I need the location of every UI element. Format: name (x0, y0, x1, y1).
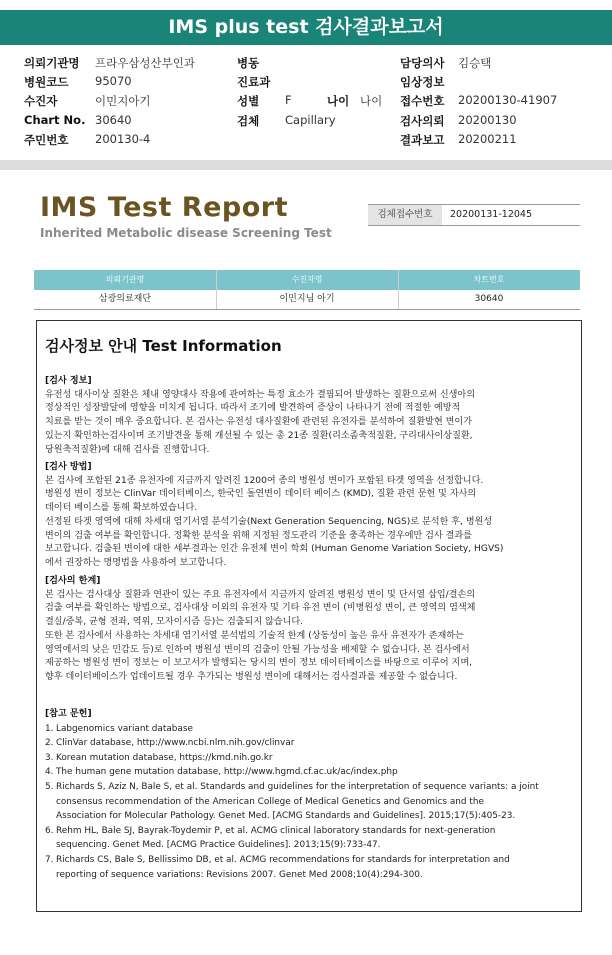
reference-number: 6. (45, 825, 54, 836)
field-value: F (285, 93, 292, 107)
field-value: 200130-4 (95, 132, 151, 146)
field-value: 30640 (95, 113, 132, 127)
text-line: 유전성 대사이상 질환은 체내 영양대사 작용에 관여하는 특정 효소가 결핍되어 발생하는 질환으로써 신생아의 (45, 389, 475, 400)
field-label: 병동 (237, 56, 260, 70)
page-divider (0, 160, 612, 170)
table-cell: 이민지님 아기 (216, 290, 398, 310)
field-label: 접수번호 (400, 94, 445, 108)
field-label: Chart No. (24, 113, 86, 127)
info-title: 검사정보 안내 Test Information (45, 337, 282, 355)
accession-value: 20200131-12045 (450, 209, 533, 220)
references-section (45, 707, 575, 882)
field-label: 수진자 (24, 94, 58, 108)
text-line: 있는지 확인하는검사이며 조기발견을 통해 개선될 수 있는 총 21종 질환(리소좀축적질환, 구리대사이상질환, (45, 430, 473, 441)
header-row (0, 113, 612, 131)
header-row (0, 74, 612, 92)
text-line: 선정된 타겟 영역에 대해 차세대 염기서열 분석기술(Next Generation Sequencing, NGS)로 분석한 후, 병원성 (45, 516, 493, 527)
section-heading: [검사의 한계] (45, 576, 101, 586)
reference-text: Rehm HL, Bale SJ, Bayrak-Toydemir P, et al. ACMG clinical laboratory standards for next-generation (56, 825, 496, 836)
reference-item (45, 736, 575, 751)
report-main-title: IMS plus test 검사결과보고서 (168, 16, 444, 38)
reference-number: 7. (45, 854, 54, 865)
text-line: 보고합니다. 검출된 변이에 대한 세부결과는 인간 유전체 변이 학회 (Human Genome Variation Society, HGVS) (45, 544, 504, 555)
report-title-bar (0, 10, 612, 45)
reference-text: Richards CS, Bale S, Bellissimo DB, et al. ACMG recommendations for standards for interpretation and (56, 854, 510, 865)
accession-box (368, 204, 580, 226)
reference-text: Labgenomics variant database (56, 723, 193, 734)
field-value: 김승택 (458, 56, 492, 70)
text-line: 변이의 검출 여부를 확인합니다. 정확한 분석을 위해 지정된 정도관리 기준을 충족하는 경우에만 검사 결과를 (45, 530, 472, 541)
section-heading: [검사 정보] (45, 376, 92, 386)
field-value: 이민지아기 (95, 94, 151, 108)
text-line: 병원성 변이 정보는 ClinVar 데이터베이스, 한국인 돌연변이 데이터 베이스 (KMD), 질환 관련 문헌 및 자사의 (45, 489, 477, 500)
accession-label: 검체접수번호 (368, 205, 442, 225)
reference-item (45, 824, 575, 853)
text-line: 또한 본 검사에서 사용하는 차세대 염기서열 분석법의 기술적 한계 (상동성이 높은 유사 유전자가 존재하는 (45, 630, 464, 641)
text-line: 에서 권장하는 명명법을 사용하여 보고합니다. (45, 557, 227, 568)
section-test-limitations (45, 575, 575, 685)
field-label: 주민번호 (24, 133, 69, 147)
header-row (0, 132, 612, 150)
column-divider (216, 270, 217, 309)
field-label: 검사의뢰 (400, 114, 445, 128)
column-divider (398, 270, 399, 309)
reference-text: consensus recommendation of the American College of Medical Genetics and Genomics and the (56, 796, 484, 807)
section-test-info (45, 375, 575, 457)
text-line: 정상적인 성장발달에 영향을 미치게 됩니다. 따라서 조기에 발견하여 증상이 나타나기 전에 적절한 예방적 (45, 403, 461, 414)
field-label: 검체 (237, 114, 260, 128)
patient-header (0, 47, 612, 160)
reference-item (45, 722, 575, 737)
text-line: 향후 데이터베이스가 업데이트될 경우 추가되는 병원성 변이에 대해서는 검사결과를 제공할 수 없습니다. (45, 671, 458, 682)
reference-number: 5. (45, 781, 54, 792)
text-line: 검출 여부를 확인하는 방법으로, 검사대상 이외의 유전자 및 기타 유전 변이 (비병원성 변이, 큰 영역의 염색체 (45, 603, 476, 614)
reference-number: 4. (45, 767, 54, 778)
reference-item (45, 765, 575, 780)
text-line: 치료를 받는 것이 매우 중요합니다. 본 검사는 유전성 대사질환에 관련된 유전자를 분석하여 질환발현 변이가 (45, 417, 472, 428)
field-label: 의뢰기관명 (24, 56, 80, 70)
field-label: 성별 (237, 94, 260, 108)
table-cell: 삼광의료재단 (34, 290, 216, 310)
field-label: 임상정보 (400, 75, 445, 89)
text-line: 제공하는 병원성 변이 정보는 이 보고서가 발행되는 당시의 변이 정보 데이터베이스를 바탕으로 이루어 지며, (45, 658, 472, 669)
text-line: 데이터 베이스를 통해 확보하였습니다. (45, 503, 198, 514)
reference-item (45, 853, 575, 882)
report-subtitle: Inherited Metabolic disease Screening Test (40, 226, 332, 240)
table-header: 의뢰기관명 (34, 270, 216, 290)
field-label: 담당의사 (400, 56, 445, 70)
text-line: 결실/중복, 균형 전좌, 역위, 모자이시즘 등)는 검출되지 않습니다. (45, 617, 304, 628)
reference-number: 2. (45, 738, 54, 749)
field-label: 결과보고 (400, 133, 445, 147)
reference-text: Association for Molecular Pathology. Genet Med. [ACMG Standards and Guidelines]. 2015;17(5):405-23. (56, 811, 516, 822)
reference-text: Korean mutation database, https://kmd.nih.go.kr (56, 752, 273, 763)
field-label: 병원코드 (24, 75, 69, 89)
text-line: 본 검사에 포함된 21종 유전자에 지금까지 알려진 1200여 종의 병원성 변이가 포함된 타겟 영역을 선정합니다. (45, 475, 484, 486)
header-row (0, 93, 612, 111)
field-value: 20200211 (458, 132, 517, 146)
reference-item (45, 780, 575, 824)
field-value: 프라우삼성산부인과 (95, 56, 195, 70)
table-header: 수진자명 (216, 270, 398, 290)
field-value: 95070 (95, 74, 132, 88)
report-heading: IMS Test Report (40, 192, 288, 223)
text-line: 당원축적질환)에 대해 검사를 진행합니다. (45, 444, 210, 455)
field-value: 20200130 (458, 113, 517, 127)
reference-number: 1. (45, 723, 54, 734)
field-value: 나이 (360, 94, 383, 108)
text-line: 본 검사는 검사대상 질환과 연관이 있는 주요 유전자에서 지금까지 알려진 병원성 변이 및 단서열 삽입/결손의 (45, 589, 476, 600)
field-label: 나이 (327, 94, 350, 108)
table-cell: 30640 (398, 290, 580, 310)
reference-text: reporting of sequence variations: Revisions 2007. Genet Med 2008;10(4):294-300. (56, 869, 423, 880)
field-value: 20200130-41907 (458, 93, 558, 107)
test-information-box (36, 320, 582, 912)
reference-text: Richards S, Aziz N, Bale S, et al. Standards and guidelines for the interpretation of sequence variants: a joint (56, 781, 539, 792)
field-value: Capillary (285, 113, 336, 127)
field-label: 진료과 (237, 75, 271, 89)
reference-number: 3. (45, 752, 54, 763)
section-heading: [참고 문헌] (45, 709, 92, 719)
reference-text: The human gene mutation database, http://www.hgmd.cf.ac.uk/ac/index.php (56, 767, 398, 778)
reference-text: ClinVar database, http://www.ncbi.nlm.nih.gov/clinvar (56, 738, 295, 749)
text-line: 영역에서의 낮은 민감도 등)로 인하여 병원성 변이의 검출이 안될 가능성을 배제할 수 없습니다. 본 검사에서 (45, 644, 470, 655)
reference-item (45, 751, 575, 766)
reference-text: sequencing. Genet Med. [ACMG Practice Guidelines]. 2013;15(9):733-47. (56, 840, 381, 851)
report-page (32, 170, 592, 950)
section-heading: [검사 방법] (45, 462, 92, 472)
table-header: 차트번호 (398, 270, 580, 290)
patient-table (34, 270, 580, 309)
header-row (0, 55, 612, 73)
section-test-method (45, 461, 575, 571)
